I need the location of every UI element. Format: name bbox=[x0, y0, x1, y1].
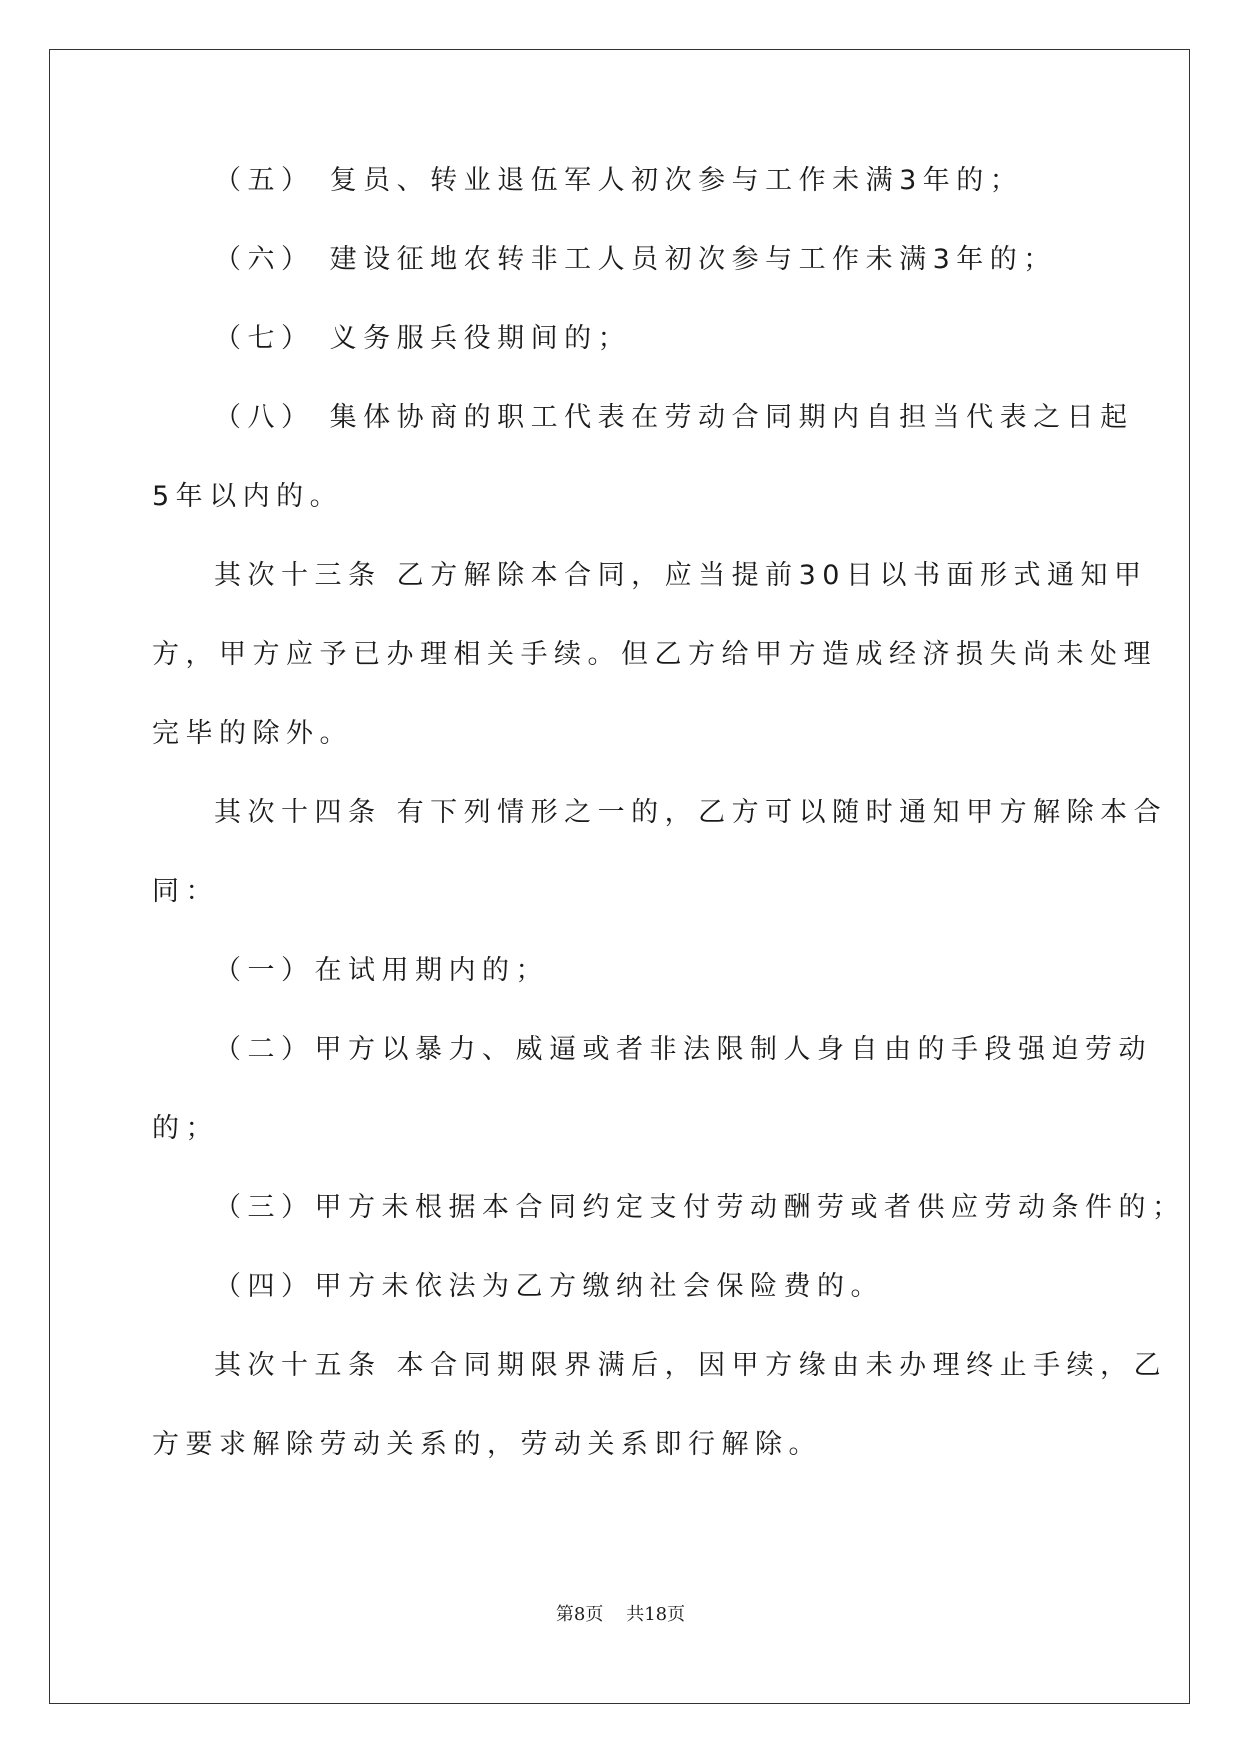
article-line: 方要求解除劳动关系的，劳动关系即行解除。 bbox=[152, 1429, 822, 1460]
article-line: 同： bbox=[152, 876, 219, 907]
clause-line: （三）甲方未根据本合同约定支付劳动酬劳或者供应劳动条件的； bbox=[214, 1192, 1186, 1223]
clause-line: （一）在试用期内的； bbox=[214, 955, 549, 986]
article-line: 完毕的除外。 bbox=[152, 718, 353, 749]
clause-line: 5年以内的。 bbox=[152, 481, 344, 512]
page-total: 共18页 bbox=[626, 1604, 686, 1625]
clause-line: （七） 义务服兵役期间的； bbox=[214, 323, 632, 354]
clause-line: （四）甲方未依法为乙方缴纳社会保险费的。 bbox=[214, 1271, 884, 1302]
article-line: 其次十四条 有下列情形之一的，乙方可以随时通知甲方解除本合 bbox=[214, 797, 1168, 828]
clause-line: （六） 建设征地农转非工人员初次参与工作未满3年的； bbox=[214, 244, 1057, 275]
article-line: 方，甲方应予已办理相关手续。但乙方给甲方造成经济损失尚未处理 bbox=[152, 639, 1157, 670]
page-footer bbox=[0, 1600, 1241, 1626]
article-line: 其次十五条 本合同期限界满后，因甲方缘由未办理终止手续，乙 bbox=[214, 1350, 1168, 1381]
article-line: 其次十三条 乙方解除本合同，应当提前30日以书面形式通知甲 bbox=[214, 560, 1148, 591]
clause-line: 的； bbox=[152, 1113, 219, 1144]
clause-line: （八） 集体协商的职工代表在劳动合同期内自担当代表之日起 bbox=[214, 402, 1134, 433]
clause-line: （二）甲方以暴力、威逼或者非法限制人身自由的手段强迫劳动 bbox=[214, 1034, 1152, 1065]
clause-line: （五） 复员、转业退伍军人初次参与工作未满3年的； bbox=[214, 165, 1024, 196]
page-number: 第8页 bbox=[555, 1604, 604, 1625]
